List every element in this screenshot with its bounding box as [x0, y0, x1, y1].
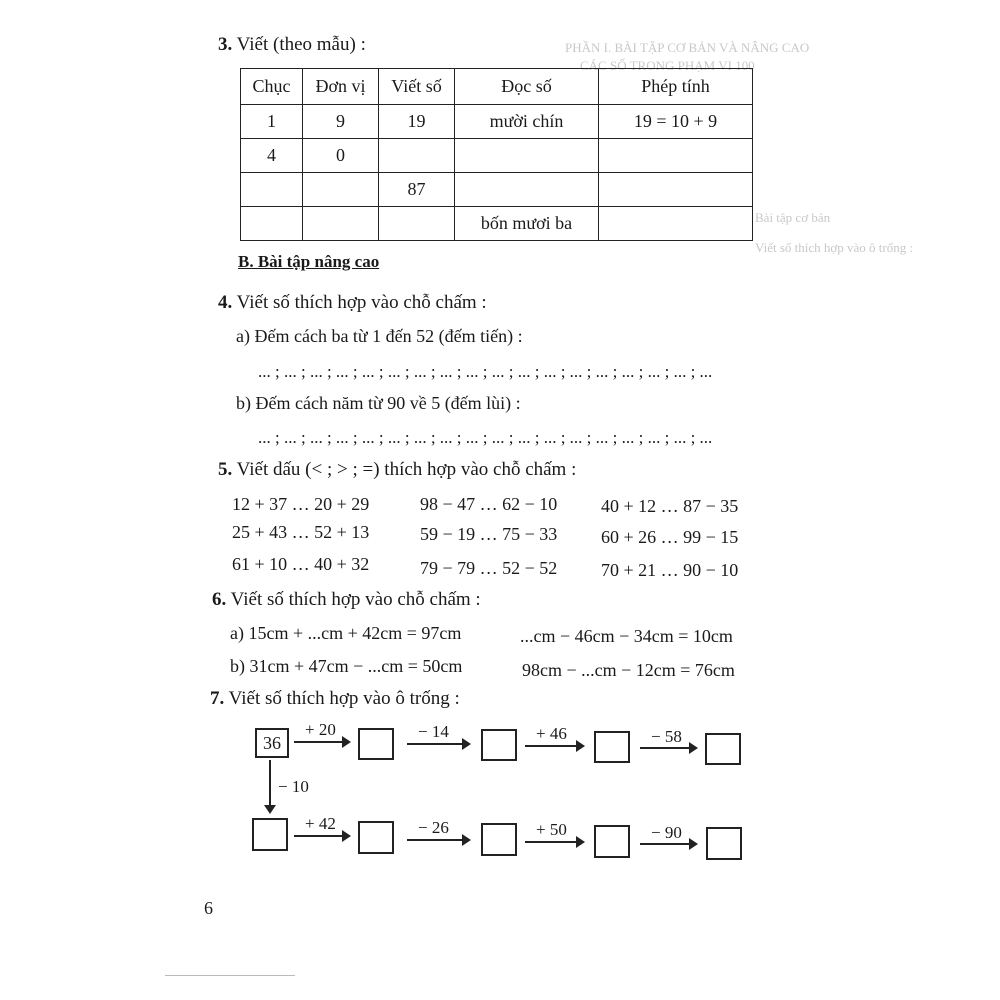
table-row: [241, 139, 753, 173]
right-arrow-icon: [640, 747, 696, 749]
comparison-item: 25 + 43 … 52 + 13: [232, 522, 370, 542]
exercise-instruction: Viết số thích hợp vào ô trống :: [228, 688, 460, 709]
operation-label: + 42: [305, 814, 336, 833]
exercise-number: 7.: [210, 688, 225, 709]
operation-label: − 14: [418, 722, 449, 741]
table-row: [241, 105, 753, 139]
answer-box[interactable]: [481, 729, 517, 761]
comparison-item: 61 + 10 … 40 + 32: [232, 554, 370, 574]
table-cell: [241, 207, 303, 241]
exercise-4b-blanks: ... ; ... ; ... ; ... ; ... ; ... ; ... ; ... ; ... ; ... ; ... ; ... ; ... ; ... ; ... ; ... ; ... ; ...: [258, 428, 713, 447]
exercise-5-title: [218, 459, 576, 481]
exercise-7-title: [210, 688, 460, 710]
table-header-row: [241, 69, 753, 105]
operation-label: + 46: [536, 724, 567, 743]
comparison-item: 40 + 12 … 87 − 35: [601, 496, 739, 516]
exercise-instruction: Viết số thích hợp vào chỗ chấm :: [236, 292, 487, 313]
table-cell: [379, 207, 455, 241]
comparison-item: 12 + 37 … 20 + 29: [232, 494, 370, 514]
length-equation: 98cm − ...cm − 12cm = 76cm: [522, 660, 735, 680]
operation-label: − 90: [651, 823, 682, 842]
exercise-instruction: Viết số thích hợp vào chỗ chấm :: [230, 589, 481, 610]
table-cell: bốn mươi ba: [455, 207, 599, 241]
table-cell: [303, 207, 379, 241]
right-arrow-icon: [640, 843, 696, 845]
answer-box[interactable]: [481, 823, 517, 856]
answer-box[interactable]: [252, 818, 288, 851]
exercise-3-title: [218, 34, 366, 56]
length-equation: b) 31cm + 47cm − ...cm = 50cm: [230, 656, 463, 676]
right-arrow-icon: [407, 839, 469, 841]
right-arrow-icon: [525, 745, 583, 747]
table-row: [241, 207, 753, 241]
table-cell: 4: [241, 139, 303, 173]
exercise-6-title: [212, 589, 481, 611]
answer-box[interactable]: [594, 731, 630, 763]
section-b-heading: B. Bài tập nâng cao: [238, 252, 380, 271]
answer-box[interactable]: [706, 827, 742, 860]
footer-divider: [165, 975, 295, 976]
comparison-item: 98 − 47 … 62 − 10: [420, 494, 558, 514]
header-cell: Phép tính: [599, 69, 753, 105]
header-cell: Chục: [241, 69, 303, 105]
table-cell: [241, 173, 303, 207]
comparison-item: 79 − 79 … 52 − 52: [420, 558, 558, 578]
exercise-number: 5.: [218, 459, 233, 480]
bleed-through-text: CÁC SỐ TRONG PHẠM VI 100: [580, 58, 755, 73]
table-row: [241, 173, 753, 207]
answer-box[interactable]: [358, 728, 394, 760]
table-cell: [379, 139, 455, 173]
exercise-number: 6.: [212, 589, 227, 610]
answer-box[interactable]: [358, 821, 394, 854]
number-table: [240, 68, 753, 241]
table-cell: [599, 139, 753, 173]
right-arrow-icon: [294, 835, 349, 837]
down-arrow-icon: [269, 760, 271, 812]
table-cell: [455, 139, 599, 173]
bleed-through-text: PHẦN I. BÀI TẬP CƠ BẢN VÀ NÂNG CAO: [565, 40, 810, 55]
comparison-item: 59 − 19 … 75 − 33: [420, 524, 558, 544]
exercise-4a-blanks: ... ; ... ; ... ; ... ; ... ; ... ; ... ; ... ; ... ; ... ; ... ; ... ; ... ; ... ; ... ; ... ; ... ; ...: [258, 362, 713, 381]
header-cell: Đơn vị: [303, 69, 379, 105]
table-cell: [303, 173, 379, 207]
comparison-item: 60 + 26 … 99 − 15: [601, 527, 739, 547]
header-cell: Đọc số: [455, 69, 599, 105]
length-equation: ...cm − 46cm − 34cm = 10cm: [520, 626, 733, 646]
bleed-through-text: Viết số thích hợp vào ô trống :: [755, 240, 914, 255]
right-arrow-icon: [525, 841, 583, 843]
right-arrow-icon: [407, 743, 469, 745]
answer-box[interactable]: [594, 825, 630, 858]
table-cell: [455, 173, 599, 207]
table-cell: 87: [379, 173, 455, 207]
operation-label: − 58: [651, 727, 682, 746]
table-cell: 19: [379, 105, 455, 139]
operation-label: + 20: [305, 720, 336, 739]
exercise-instruction: Viết dấu (< ; > ; =) thích hợp vào chỗ chấm :: [236, 459, 577, 480]
exercise-4-title: [218, 292, 487, 314]
operation-label: − 10: [278, 777, 309, 796]
table-cell: [599, 173, 753, 207]
answer-box[interactable]: [705, 733, 741, 765]
exercise-4b-prompt: b) Đếm cách năm từ 90 về 5 (đếm lùi) :: [236, 393, 521, 413]
length-equation: a) 15cm + ...cm + 42cm = 97cm: [230, 623, 462, 643]
exercise-number: 3.: [218, 34, 233, 55]
table-cell: 9: [303, 105, 379, 139]
exercise-4a-prompt: a) Đếm cách ba từ 1 đến 52 (đếm tiến) :: [236, 326, 523, 346]
page-number: 6: [204, 898, 213, 918]
header-cell: Viết số: [379, 69, 455, 105]
table-cell: 0: [303, 139, 379, 173]
exercise-number: 4.: [218, 292, 233, 313]
right-arrow-icon: [294, 741, 349, 743]
bleed-through-text: Bài tập cơ bản: [755, 210, 831, 225]
table-cell: 19 = 10 + 9: [599, 105, 753, 139]
table-cell: 1: [241, 105, 303, 139]
comparison-item: 70 + 21 … 90 − 10: [601, 560, 739, 580]
table-cell: mười chín: [455, 105, 599, 139]
exercise-instruction: Viết (theo mẫu) :: [236, 34, 366, 55]
operation-label: − 26: [418, 818, 449, 837]
start-number-box: 36: [255, 728, 289, 758]
table-cell: [599, 207, 753, 241]
operation-label: + 50: [536, 820, 567, 839]
